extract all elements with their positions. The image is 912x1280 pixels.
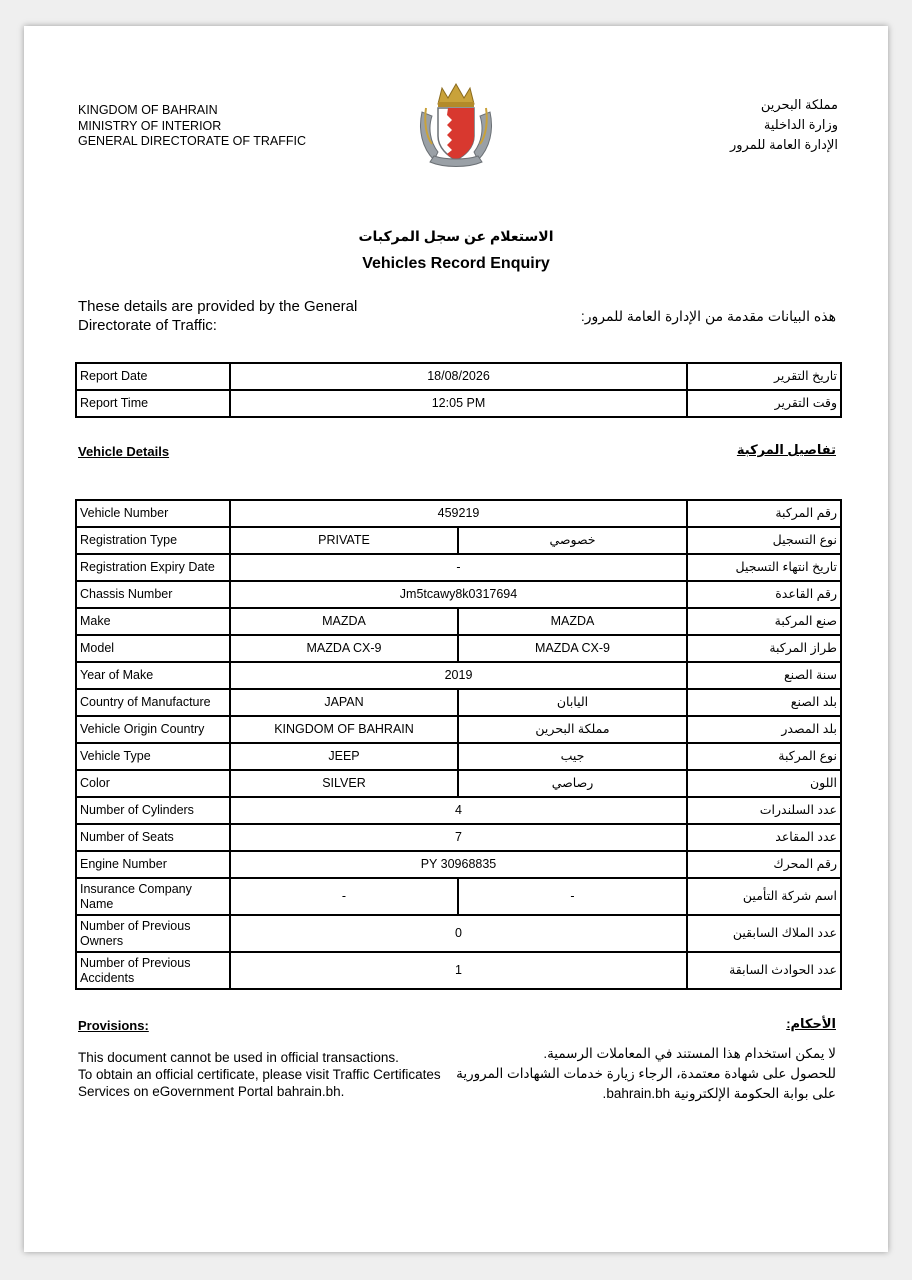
- field-value-ar: MAZDA CX-9: [458, 635, 687, 662]
- provision-line: To obtain an official certificate, please visit Traffic Certificates Services on eGovernment Portal bahrain.bh.: [78, 1067, 441, 1099]
- table-row: [76, 915, 841, 952]
- field-value-ar: خصوصي: [458, 527, 687, 554]
- vehicle-details-heading-ar: تفاصيل المركبة: [736, 442, 836, 457]
- report-date-label-ar: تاريخ التقرير: [687, 363, 841, 390]
- coat-of-arms-icon: [416, 82, 496, 170]
- table-row: [76, 797, 841, 824]
- header-arabic: [730, 95, 838, 155]
- field-value: PY 30968835: [230, 851, 687, 878]
- field-value: -: [230, 554, 687, 581]
- field-label-ar: تاريخ انتهاء التسجيل: [687, 554, 841, 581]
- field-label-ar: نوع المركبة: [687, 743, 841, 770]
- report-time-label-ar: وقت التقرير: [687, 390, 841, 417]
- table-row: [76, 662, 841, 689]
- field-value-ar: MAZDA: [458, 608, 687, 635]
- header-en-line: MINISTRY OF INTERIOR: [78, 118, 222, 133]
- table-row: [76, 554, 841, 581]
- vehicle-details-table: [75, 499, 842, 990]
- page-title: Vehicles Record Enquiry: [362, 255, 550, 272]
- field-label-ar: بلد الصنع: [687, 689, 841, 716]
- field-label-ar: نوع التسجيل: [687, 527, 841, 554]
- document-page: [24, 26, 888, 1252]
- report-time-value: 12:05 PM: [230, 390, 687, 417]
- page-title-arabic: الاستعلام عن سجل المركبات: [358, 228, 554, 244]
- provisions-heading: Provisions:: [78, 1018, 149, 1033]
- table-row: [76, 824, 841, 851]
- provisions-heading-ar: الأحكام:: [786, 1016, 836, 1031]
- table-row: [76, 363, 841, 390]
- header-en-line: KINGDOM OF BAHRAIN: [78, 103, 218, 117]
- header-ar-line: وزارة الداخلية: [763, 117, 838, 132]
- header-ar-line: الإدارة العامة للمرور: [730, 137, 838, 152]
- field-label: Make: [76, 608, 230, 635]
- table-row: [76, 635, 841, 662]
- field-label-ar: بلد المصدر: [687, 716, 841, 743]
- vehicle-details-heading: Vehicle Details: [78, 444, 170, 459]
- table-row: [76, 581, 841, 608]
- field-value-en: KINGDOM OF BAHRAIN: [230, 716, 458, 743]
- field-value: 7: [230, 824, 687, 851]
- field-value-en: PRIVATE: [230, 527, 458, 554]
- table-row: [76, 390, 841, 417]
- field-label: Chassis Number: [76, 581, 230, 608]
- field-label-ar: عدد السلندرات: [687, 797, 841, 824]
- table-row: [76, 878, 841, 915]
- report-time-label: Report Time: [76, 390, 230, 417]
- field-value-ar: جيب: [458, 743, 687, 770]
- field-value: 1: [230, 952, 687, 989]
- provisions-text-arabic: [456, 1044, 836, 1104]
- table-row: [76, 608, 841, 635]
- field-label-ar: عدد الملاك السابقين: [687, 915, 841, 952]
- table-row: [76, 952, 841, 989]
- field-value: 4: [230, 797, 687, 824]
- provision-line-ar: للحصول على شهادة معتمدة، الرجاء زيارة خدمات الشهادات المرورية على بوابة الحكومة الإلكترونية bahrain.bh.: [456, 1066, 836, 1101]
- field-label-ar: عدد المقاعد: [687, 824, 841, 851]
- field-value-en: MAZDA CX-9: [230, 635, 458, 662]
- provision-line: This document cannot be used in official transactions.: [78, 1050, 399, 1065]
- field-label: Engine Number: [76, 851, 230, 878]
- field-label: Number of Previous Owners: [76, 915, 230, 952]
- field-label: Number of Previous Accidents: [76, 952, 230, 989]
- field-label-ar: رقم القاعدة: [687, 581, 841, 608]
- field-label: Vehicle Type: [76, 743, 230, 770]
- field-label: Year of Make: [76, 662, 230, 689]
- table-row: [76, 743, 841, 770]
- field-label-ar: رقم المحرك: [687, 851, 841, 878]
- provisions-text-english: [78, 1049, 458, 1100]
- field-label-ar: اللون: [687, 770, 841, 797]
- field-value-ar: اليابان: [458, 689, 687, 716]
- field-label: Number of Seats: [76, 824, 230, 851]
- field-label: Color: [76, 770, 230, 797]
- table-row: [76, 716, 841, 743]
- field-value-en: JEEP: [230, 743, 458, 770]
- field-label: Country of Manufacture: [76, 689, 230, 716]
- field-value-en: SILVER: [230, 770, 458, 797]
- field-value-en: -: [230, 878, 458, 915]
- provision-line-ar: لا يمكن استخدام هذا المستند في المعاملات الرسمية.: [543, 1046, 836, 1061]
- field-value-ar: مملكة البحرين: [458, 716, 687, 743]
- field-label: Registration Type: [76, 527, 230, 554]
- field-label-ar: طراز المركبة: [687, 635, 841, 662]
- field-label: Registration Expiry Date: [76, 554, 230, 581]
- field-value: 459219: [230, 500, 687, 527]
- field-label-ar: صنع المركبة: [687, 608, 841, 635]
- field-label-ar: اسم شركة التأمين: [687, 878, 841, 915]
- field-value: Jm5tcawy8k0317694: [230, 581, 687, 608]
- field-label: Vehicle Number: [76, 500, 230, 527]
- table-row: [76, 851, 841, 878]
- report-date-value: 18/08/2026: [230, 363, 687, 390]
- field-label: Insurance Company Name: [76, 878, 230, 915]
- field-label-ar: سنة الصنع: [687, 662, 841, 689]
- field-label: Vehicle Origin Country: [76, 716, 230, 743]
- field-value-ar: رصاصي: [458, 770, 687, 797]
- intro-text-english: These details are provided by the General Directorate of Traffic:: [78, 298, 358, 334]
- field-label-ar: عدد الحوادث السابقة: [687, 952, 841, 989]
- intro-text-arabic: هذه البيانات مقدمة من الإدارة العامة للمرور:: [580, 308, 836, 324]
- field-value: 0: [230, 915, 687, 952]
- field-label: Number of Cylinders: [76, 797, 230, 824]
- field-value: 2019: [230, 662, 687, 689]
- table-row: [76, 500, 841, 527]
- header-english: [78, 103, 306, 150]
- header-ar-line: مملكة البحرين: [760, 97, 838, 112]
- field-label-ar: رقم المركبة: [687, 500, 841, 527]
- table-row: [76, 689, 841, 716]
- field-value-en: MAZDA: [230, 608, 458, 635]
- table-row: [76, 770, 841, 797]
- field-value-ar: -: [458, 878, 687, 915]
- report-info-table: [75, 362, 842, 418]
- header-en-line: GENERAL DIRECTORATE OF TRAFFIC: [78, 134, 307, 148]
- report-date-label: Report Date: [76, 363, 230, 390]
- field-value-en: JAPAN: [230, 689, 458, 716]
- table-row: [76, 527, 841, 554]
- field-label: Model: [76, 635, 230, 662]
